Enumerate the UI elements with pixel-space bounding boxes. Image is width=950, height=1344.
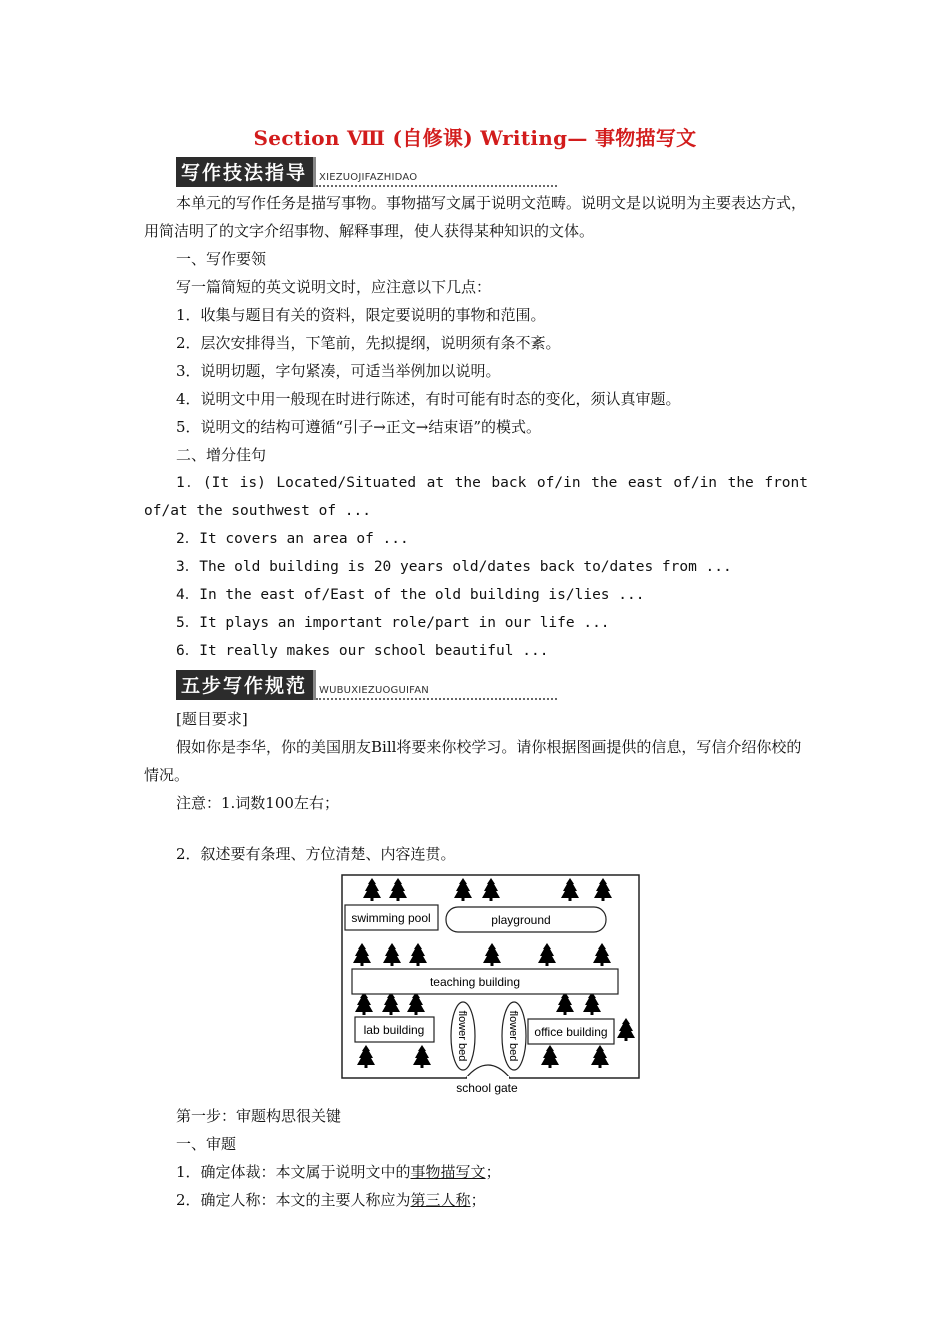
list-item: 5．说明文的结构可遵循“引子→正文→结束语”的模式。	[176, 418, 542, 436]
sentence-item: 2．It covers an area of ...	[176, 531, 409, 547]
office-building-label: office building	[534, 1025, 608, 1039]
playground-label: playground	[491, 913, 551, 927]
list-item: 4．说明文中用一般现在时进行陈述，有时可能有时态的变化，须认真审题。	[176, 390, 681, 408]
intro-paragraph: 本单元的写作任务是描写事物。事物描写文属于说明文范畴。说明文是以说明为主要表达方式，用简洁明了的文字介绍事物、解释事理，使人获得某种知识的文体。	[144, 194, 807, 240]
step-item-answer: 第三人称	[410, 1191, 471, 1209]
step-item-answer: 事物描写文	[410, 1163, 486, 1181]
sentence-item: 5．It plays an important role/part in our life ...	[176, 615, 610, 631]
list-item: 2．层次安排得当，下笔前，先拟提纲，说明须有条不紊。	[176, 334, 561, 352]
lab-building-label: lab building	[363, 1023, 425, 1037]
sentence-item: 3．The old building is 20 years old/dates back to/dates from ...	[176, 559, 732, 575]
step-item-text: 1．确定体裁：本文属于说明文中的	[176, 1163, 411, 1181]
step-item	[176, 1186, 808, 1214]
step-heading: 第一步：审题构思很关键	[176, 1107, 342, 1125]
task-note: 2．叙述要有条理、方位清楚、内容连贯。	[176, 845, 456, 863]
section-lead: 写一篇简短的英文说明文时，应注意以下几点：	[176, 278, 492, 296]
banner-pinyin: WUBUXIEZUOGUIFAN	[316, 685, 557, 700]
flower-bed-left-label: flower bed	[456, 1010, 468, 1062]
step-item-text: 2．确定人称：本文的主要人称应为	[176, 1191, 411, 1209]
section-banner-writing-skills	[176, 157, 557, 187]
page-title: Section Ⅷ (自修课) Writing— 事物描写文	[253, 126, 697, 150]
step-item	[176, 1158, 808, 1186]
section-heading: 二、增分佳句	[176, 446, 267, 464]
list-item: 1．收集与题目有关的资料，限定要说明的事物和范围。	[176, 306, 546, 324]
list-item: 3．说明切题，字句紧凑，可适当举例加以说明。	[176, 362, 501, 380]
flower-bed-right-label: flower bed	[507, 1010, 519, 1062]
step-item-suffix: ；	[485, 1163, 501, 1181]
school-gate-label: school gate	[456, 1081, 518, 1095]
school-map	[335, 872, 645, 1102]
sentence-item: 4．In the east of/East of the old building is/lies ...	[176, 587, 645, 603]
task-note: 注意：1.词数100左右；	[176, 794, 339, 812]
banner-label: 五步写作规范	[176, 670, 316, 700]
sentence-item: 6．It really makes our school beautiful ...	[176, 643, 549, 659]
sentence-item: 1．(It is) Located/Situated at the back of/in the east of/in the front of/at the southwest of ...	[144, 475, 808, 519]
swimming-pool-label: swimming pool	[351, 911, 431, 925]
section-banner-five-steps	[176, 670, 557, 700]
banner-pinyin: XIEZUOJIFAZHIDAO	[316, 172, 557, 187]
task-paragraph: 假如你是李华，你的美国朋友Bill将要来你校学习。请你根据图画提供的信息，写信介绍你校的情况。	[144, 738, 802, 784]
section-heading: 一、写作要领	[176, 250, 267, 268]
teaching-building-label: teaching building	[429, 975, 521, 989]
banner-label: 写作技法指导	[176, 157, 316, 187]
task-label: [题目要求]	[176, 710, 248, 728]
step-item-suffix: ；	[470, 1191, 486, 1209]
step-subheading: 一、审题	[176, 1135, 237, 1153]
